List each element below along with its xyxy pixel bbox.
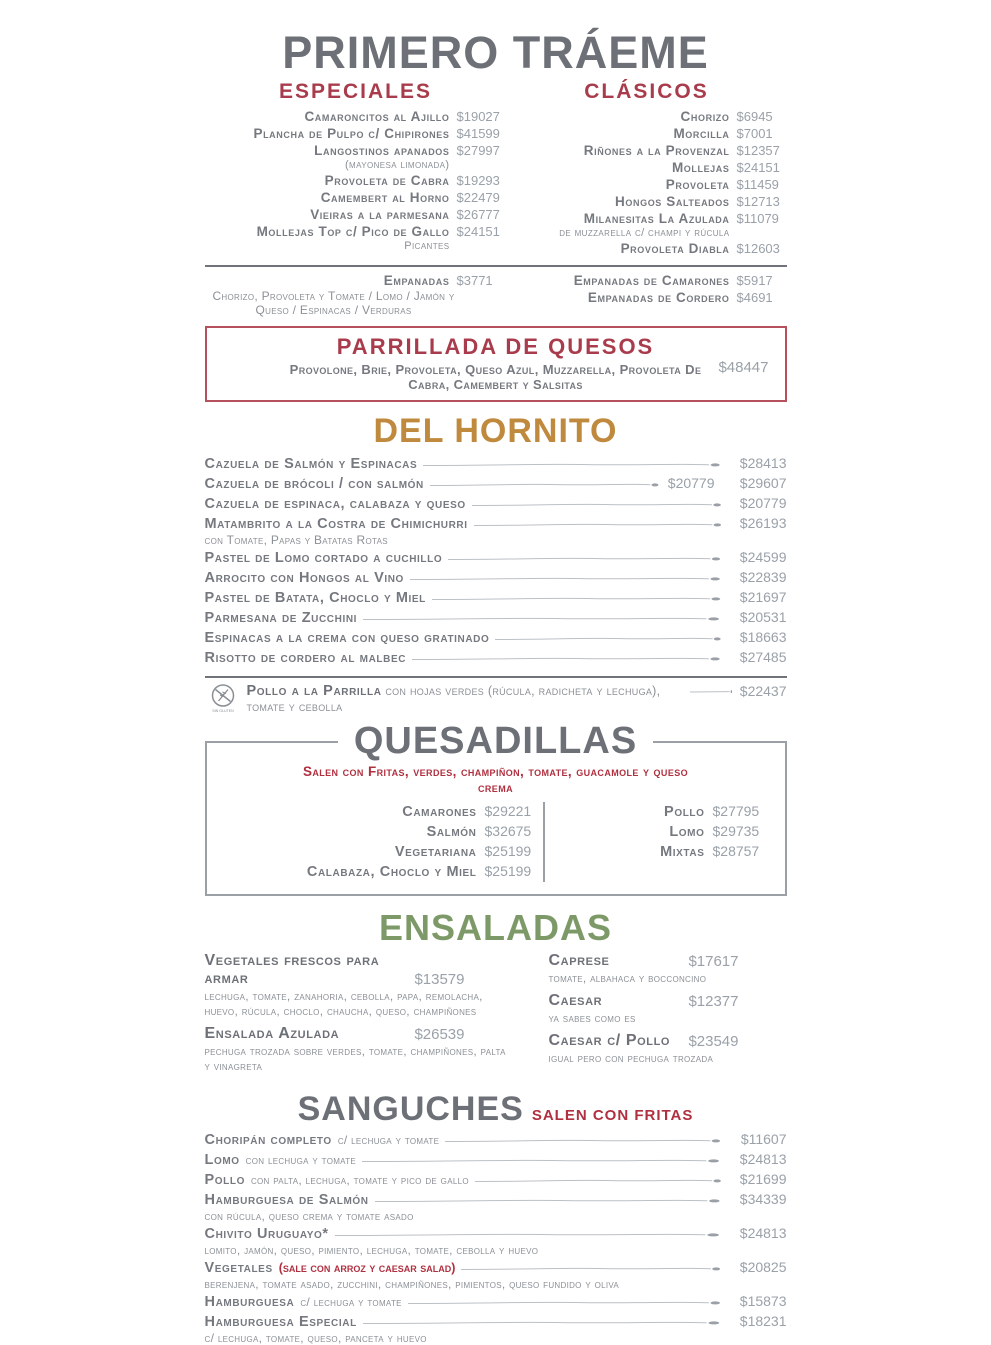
ensaladas-section bbox=[205, 952, 787, 1080]
item-price: $20779 bbox=[739, 495, 787, 511]
item-name: Pastel de Lomo cortado a cuchillo bbox=[204, 550, 443, 566]
item-description: pechuga trozada sobre verdes, tomate, champiñones, palta y vinagreta bbox=[204, 1044, 506, 1073]
item-price: $18231 bbox=[739, 1313, 787, 1329]
item-description: ya sabes como es bbox=[548, 1011, 636, 1025]
item-price: $20825 bbox=[739, 1259, 787, 1275]
section-divider bbox=[205, 676, 787, 678]
starters-section bbox=[205, 108, 787, 257]
item-description: Picantes bbox=[404, 240, 450, 252]
item-price: $24813 bbox=[739, 1151, 787, 1167]
item-name: Pollo bbox=[204, 1172, 245, 1188]
price-leader-line bbox=[474, 520, 725, 529]
item-price: $26539 bbox=[414, 1026, 465, 1043]
menu-item bbox=[205, 1130, 787, 1150]
menu-item bbox=[221, 822, 543, 842]
item-price: $12357 bbox=[736, 143, 780, 158]
parrillada-price: $48447 bbox=[718, 358, 769, 376]
price-leader-line bbox=[461, 1264, 724, 1273]
item-price: $26193 bbox=[739, 515, 787, 531]
item-name: Choripán completo bbox=[204, 1132, 332, 1148]
menu-item bbox=[507, 240, 787, 257]
clasicos-heading: CLÁSICOS bbox=[584, 80, 709, 103]
item-price: $11459 bbox=[736, 177, 779, 192]
menu-item bbox=[507, 108, 787, 125]
column-gap bbox=[507, 952, 549, 1080]
item-price: $27485 bbox=[739, 649, 787, 665]
menu-item bbox=[507, 125, 787, 142]
item-price: $25199 bbox=[484, 843, 532, 859]
menu-item bbox=[205, 206, 507, 223]
item-description: lechuga, tomate, zanahoria, cebolla, papa, remolacha, huevo, rúcula, choclo, chaucha, queso, champiñones bbox=[204, 989, 483, 1018]
item-name: Provoleta Diabla bbox=[620, 241, 730, 256]
item-description: igual pero con pechuga trozada bbox=[548, 1051, 714, 1065]
item-name: Ensalada Azulada bbox=[204, 1025, 340, 1042]
item-description: con Tomate, Papas y Batatas Rotas bbox=[204, 533, 388, 547]
price-leader-line bbox=[472, 500, 725, 509]
item-name: Salmón bbox=[426, 824, 477, 840]
item-price: $11079 bbox=[736, 211, 779, 226]
item-name: Mixtas bbox=[660, 844, 705, 860]
item-name: Camaroncitos al Ajillo bbox=[304, 109, 450, 124]
item-name: Mollejas Top c/ Pico de Gallo bbox=[256, 224, 450, 239]
item-name: Camarones bbox=[402, 804, 477, 820]
item-price: $13579 bbox=[414, 971, 465, 988]
price-leader-line bbox=[445, 1136, 724, 1145]
item-name: Vegetariana bbox=[394, 844, 477, 860]
price-leader-line bbox=[408, 1298, 725, 1307]
item-name: Lomo bbox=[204, 1152, 240, 1168]
item-name: Langostinos apanados bbox=[314, 143, 450, 158]
price-leader-line bbox=[690, 687, 734, 696]
item-name: Vegetales bbox=[204, 1260, 273, 1276]
item-price: $4691 bbox=[736, 290, 773, 305]
item-price: $21697 bbox=[739, 589, 787, 605]
menu-item bbox=[205, 608, 787, 628]
item-price: $7001 bbox=[736, 126, 773, 141]
menu-item bbox=[571, 802, 771, 822]
menu-item bbox=[205, 514, 787, 547]
menu-item bbox=[507, 289, 787, 306]
item-price: $18663 bbox=[739, 629, 787, 645]
item-price: $29607 bbox=[739, 475, 787, 491]
item-name: Hamburguesa bbox=[204, 1294, 295, 1310]
empanadas-left bbox=[205, 272, 507, 317]
menu-item bbox=[205, 223, 507, 253]
item-description: lomito, jamón, queso, pimiento, lechuga, tomate, cebolla y huevo bbox=[204, 1243, 539, 1257]
item-name: Pastel de Batata, Choclo y Miel bbox=[204, 590, 426, 606]
price-leader-line bbox=[412, 654, 724, 663]
item-inline-description: c/ lechuga y tomate bbox=[337, 1133, 440, 1147]
menu-item bbox=[205, 548, 787, 568]
empanadas-section bbox=[205, 272, 787, 317]
especiales-list bbox=[205, 108, 507, 257]
starters-headings bbox=[205, 80, 787, 104]
menu-item bbox=[205, 172, 507, 189]
menu-item bbox=[507, 193, 787, 210]
item-price: $5917 bbox=[736, 273, 773, 288]
item-inline-description: con lechuga y tomate bbox=[245, 1153, 357, 1167]
item-description: berenjena, tomate asado, zucchini, champiñones, pimientos, queso fundido y oliva bbox=[204, 1277, 620, 1291]
item-price: $41599 bbox=[456, 126, 500, 141]
item-name: Provoleta de Cabra bbox=[324, 173, 450, 188]
hornito-list bbox=[205, 454, 787, 668]
item-description: tomate, albahaca y bocconcino bbox=[548, 971, 707, 985]
price-leader-line bbox=[448, 554, 724, 563]
price-leader-line bbox=[410, 574, 725, 583]
page-title: PRIMERO TRÁEME bbox=[282, 27, 709, 78]
menu-item bbox=[205, 1170, 787, 1190]
especiales-heading: ESPECIALES bbox=[278, 80, 433, 103]
quesadillas-heading: QUESADILLAS bbox=[338, 720, 653, 762]
price-leader-line bbox=[335, 1230, 725, 1239]
menu-item bbox=[205, 1292, 787, 1312]
menu-item bbox=[205, 474, 787, 494]
item-price: $22839 bbox=[739, 569, 787, 585]
price-leader-line bbox=[375, 1196, 725, 1205]
item-name: Lomo bbox=[669, 824, 705, 840]
parrillada-description: Provolone, Brie, Provoleta, Queso Azul, Muzzarella, Provoleta De Cabra, Camembert y Salsitas bbox=[289, 362, 702, 392]
item-name: Parmesana de Zucchini bbox=[204, 610, 358, 626]
item-price: $19293 bbox=[456, 173, 500, 188]
item-name: Camembert al Horno bbox=[320, 190, 450, 205]
menu-item bbox=[549, 952, 787, 986]
menu-item bbox=[205, 454, 787, 474]
empanadas-right bbox=[507, 272, 787, 317]
item-inline-description: c/ lechuga y tomate bbox=[300, 1295, 402, 1309]
item-name: Calabaza, Choclo y Miel bbox=[306, 864, 477, 880]
item-name: Hamburguesa de Salmón bbox=[204, 1192, 369, 1208]
menu-item bbox=[205, 952, 507, 1019]
sanguches-heading: SANGUCHES bbox=[297, 1090, 524, 1128]
item-note: (sale con arroz y caesar salad) bbox=[278, 1261, 456, 1275]
item-price: $12713 bbox=[736, 194, 780, 209]
item-price: $17617 bbox=[688, 953, 739, 970]
item-name: Empanadas bbox=[383, 273, 450, 288]
item-price: $12603 bbox=[736, 241, 780, 256]
menu-item bbox=[571, 842, 771, 862]
item-name: Mollejas bbox=[671, 160, 730, 175]
item-price: $27997 bbox=[456, 143, 500, 158]
item-price: $34339 bbox=[739, 1191, 787, 1207]
item-price: $28757 bbox=[712, 843, 760, 859]
item-price-alt: $20779 bbox=[667, 475, 715, 491]
item-description: Chorizo, Provoleta y Tomate / Lomo / Jamón y Queso / Espinacas / Verduras bbox=[212, 289, 455, 317]
item-description: (mayonesa limonada) bbox=[344, 159, 450, 171]
item-name: Risotto de cordero al malbec bbox=[204, 650, 407, 666]
item-price: $19027 bbox=[456, 109, 500, 124]
item-price: $21699 bbox=[739, 1171, 787, 1187]
item-price: $15873 bbox=[739, 1293, 787, 1309]
item-price: $12377 bbox=[688, 993, 739, 1010]
menu-item bbox=[205, 648, 787, 668]
item-description: de muzzarella c/ champi y rúcula bbox=[559, 227, 730, 239]
sanguches-tag: SALEN CON FRITAS bbox=[531, 1107, 694, 1124]
hornito-heading: DEL HORNITO bbox=[373, 412, 618, 450]
item-price: $26777 bbox=[456, 207, 500, 222]
menu-item bbox=[205, 1258, 787, 1291]
menu-item bbox=[221, 862, 543, 882]
quesadillas-box bbox=[205, 720, 787, 896]
sanguches-heading-row bbox=[205, 1090, 787, 1128]
item-name: Hongos Salteados bbox=[615, 194, 730, 209]
item-name: Cazuela de espinaca, calabaza y queso bbox=[204, 496, 466, 512]
item-price: $24599 bbox=[739, 549, 787, 565]
item-price: $22479 bbox=[456, 190, 500, 205]
quesadillas-subtitle: Salen con Fritas, verdes, champiñon, tomate, guacamole y queso crema bbox=[302, 764, 689, 795]
menu-item bbox=[205, 1025, 507, 1074]
item-price: $20531 bbox=[739, 609, 787, 625]
menu-item bbox=[507, 272, 787, 289]
menu-item bbox=[507, 210, 787, 240]
item-price: $25199 bbox=[484, 863, 532, 879]
ensaladas-heading: ENSALADAS bbox=[378, 907, 612, 948]
menu-item bbox=[205, 125, 507, 142]
ensaladas-left-list bbox=[205, 952, 507, 1080]
menu-item bbox=[205, 1150, 787, 1170]
item-name: Cazuela de brócoli / con salmón bbox=[204, 476, 424, 492]
item-price: $11607 bbox=[740, 1131, 787, 1147]
quesadillas-heading-wrap bbox=[221, 720, 771, 762]
item-price: $22437 bbox=[739, 683, 787, 699]
menu-item bbox=[205, 1312, 787, 1345]
item-price: $24151 bbox=[456, 224, 500, 239]
item-name: Milanesitas La Azulada bbox=[583, 211, 730, 226]
item-name: Hamburguesa Especial bbox=[204, 1314, 357, 1330]
price-leader-line bbox=[475, 1176, 725, 1185]
menu-item bbox=[205, 1224, 787, 1257]
item-name: Empanadas de Camarones bbox=[573, 273, 730, 288]
item-name: Vieiras a la parmesana bbox=[310, 207, 450, 222]
item-name: Caesar c/ Pollo bbox=[548, 1032, 671, 1049]
clasicos-list bbox=[507, 108, 787, 257]
parrillada-box bbox=[205, 326, 787, 402]
item-price: $24151 bbox=[736, 160, 780, 175]
quesadillas-columns bbox=[221, 802, 771, 882]
item-description: con rúcula, queso crema y tomate asado bbox=[204, 1209, 414, 1223]
price-leader-line bbox=[363, 614, 724, 623]
ensaladas-right-list bbox=[549, 952, 787, 1080]
menu-item bbox=[507, 159, 787, 176]
item-price: $24813 bbox=[739, 1225, 787, 1241]
item-name: Chorizo bbox=[680, 109, 730, 124]
menu-item bbox=[549, 992, 787, 1026]
item-price: $6945 bbox=[736, 109, 773, 124]
menu-item bbox=[205, 1190, 787, 1223]
pollo-parrilla-item bbox=[205, 683, 787, 715]
price-leader-line bbox=[430, 480, 662, 489]
menu-item bbox=[205, 189, 507, 206]
menu-item bbox=[205, 108, 507, 125]
item-price: $28413 bbox=[739, 455, 787, 471]
item-name: Arrocito con Hongos al Vino bbox=[204, 570, 404, 586]
item-price: $23549 bbox=[688, 1033, 739, 1050]
menu-item bbox=[507, 142, 787, 159]
menu-item bbox=[205, 588, 787, 608]
menu-item bbox=[507, 176, 787, 193]
item-name: Provoleta bbox=[665, 177, 730, 192]
item-price: $27795 bbox=[712, 803, 760, 819]
item-name: Morcilla bbox=[673, 126, 730, 141]
gluten-free-label: SIN GLUTEN bbox=[211, 709, 234, 713]
item-name: Pollo a la Parrilla bbox=[246, 683, 382, 699]
item-description: c/ lechuga, tomate, queso, panceta y huevo bbox=[204, 1331, 427, 1345]
menu-item bbox=[221, 802, 543, 822]
price-leader-line bbox=[432, 594, 725, 603]
item-name: Riñones a la Provenzal bbox=[583, 143, 730, 158]
price-leader-line bbox=[423, 460, 724, 469]
menu-item bbox=[205, 494, 787, 514]
menu-item bbox=[221, 842, 543, 862]
gluten-free-icon bbox=[205, 683, 241, 715]
price-leader-line bbox=[495, 634, 724, 643]
menu-item bbox=[205, 568, 787, 588]
menu-item bbox=[205, 142, 507, 172]
menu-item bbox=[571, 822, 771, 842]
menu-item bbox=[205, 628, 787, 648]
item-name: Plancha de Pulpo c/ Chipirones bbox=[253, 126, 450, 141]
item-name: Vegetales frescos para armar bbox=[204, 952, 380, 987]
item-name: Pollo bbox=[664, 804, 705, 820]
item-price: $29735 bbox=[712, 823, 760, 839]
price-leader-line bbox=[363, 1318, 725, 1327]
item-name: Caprese bbox=[548, 952, 610, 969]
item-name: Chivito Uruguayo* bbox=[204, 1226, 329, 1242]
quesadillas-right-list bbox=[543, 802, 771, 882]
item-name: Matambrito a la Costra de Chimichurri bbox=[204, 516, 468, 532]
item-price: $32675 bbox=[484, 823, 532, 839]
price-leader-line bbox=[362, 1156, 724, 1165]
item-name: Cazuela de Salmón y Espinacas bbox=[204, 456, 418, 472]
section-divider bbox=[205, 265, 787, 267]
menu-item bbox=[549, 1032, 787, 1066]
item-price: $29221 bbox=[484, 803, 532, 819]
quesadillas-left-list bbox=[221, 802, 543, 882]
item-name: Caesar bbox=[548, 992, 603, 1009]
item-name: Empanadas de Cordero bbox=[587, 290, 730, 305]
item-inline-description: con palta, lechuga, tomate y pico de gallo bbox=[250, 1173, 469, 1187]
item-price: $3771 bbox=[456, 273, 493, 288]
menu-page bbox=[205, 0, 787, 1345]
item-inline-description: con hojas verdes (rúcula, radicheta y lechuga), tomate y cebolla bbox=[246, 684, 661, 714]
item-text bbox=[247, 683, 684, 715]
sanguches-list bbox=[205, 1130, 787, 1345]
parrillada-heading: PARRILLADA DE QUESOS bbox=[336, 334, 655, 359]
item-name: Espinacas a la crema con queso gratinado bbox=[204, 630, 490, 646]
